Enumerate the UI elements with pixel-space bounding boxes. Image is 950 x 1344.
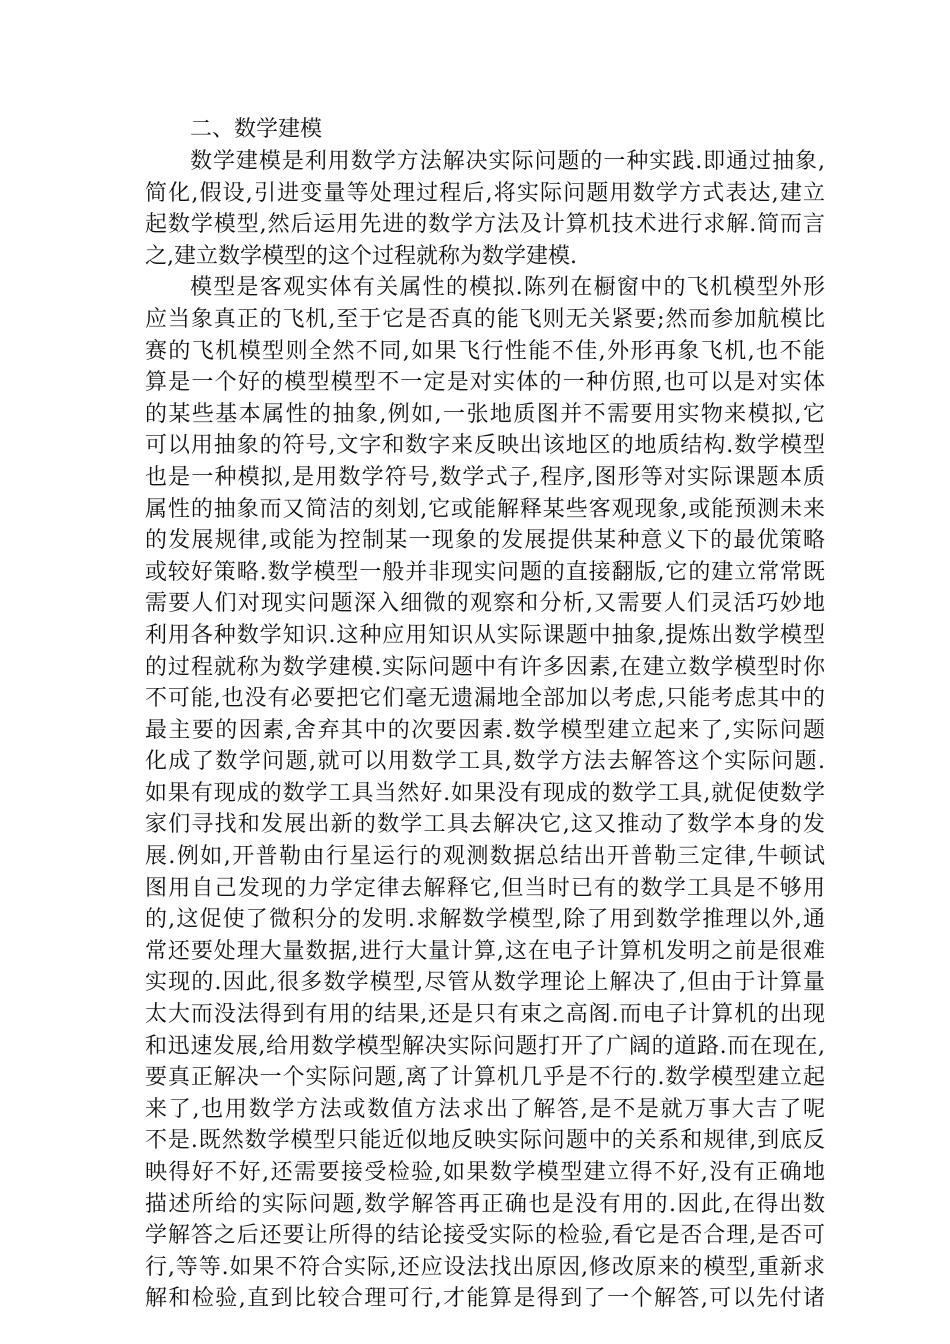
paragraph-line: 解和检验,直到比较合理可行,才能算是得到了一个解答,可以先付诸 [145, 1286, 825, 1312]
paragraph-line: 映得好不好,还需要接受检验,如果数学模型建立得不好,没有正确地 [145, 1160, 825, 1185]
paragraph-line: 之,建立数学模型的这个过程就称为数学建模. [145, 243, 577, 269]
paragraph-line: 常还要处理大量数据,进行大量计算,这在电子计算机发明之前是很难 [145, 938, 825, 964]
paragraph-line: 化成了数学问题,就可以用数学工具,数学方法去解答这个实际问题. [145, 749, 825, 775]
paragraph-line: 和迅速发展,给用数学模型解决实际问题打开了广阔的道路.而在现在, [145, 1033, 825, 1059]
paragraph-line: 应当象真正的飞机,至于它是否真的能飞则无关紧要;然而参加航模比 [145, 306, 825, 332]
paragraph-line: 如果有现成的数学工具当然好.如果没有现成的数学工具,就促使数学 [145, 780, 825, 806]
paragraph-line: 不是.既然数学模型只能近似地反映实际问题中的关系和规律,到底反 [145, 1128, 825, 1154]
paragraph-line: 属性的抽象而又简洁的刻划,它或能解释某些客观现象,或能预测未来 [145, 496, 825, 522]
paragraph-line: 需要人们对现实问题深入细微的观察和分析,又需要人们灵活巧妙地 [145, 591, 825, 617]
paragraph-line: 最主要的因素,舍弃其中的次要因素.数学模型建立起来了,实际问题 [145, 717, 825, 743]
paragraph-line: 的过程就称为数学建模.实际问题中有许多因素,在建立数学模型时你 [145, 654, 825, 680]
paragraph-line: 图用自己发现的力学定律去解释它,但当时已有的数学工具是不够用 [145, 875, 825, 901]
paragraph-line: 展.例如,开普勒由行星运行的观测数据总结出开普勒三定律,牛顿试 [145, 844, 825, 870]
paragraph-line: 实现的.因此,很多数学模型,尽管从数学理论上解决了,但由于计算量 [145, 970, 825, 996]
paragraph-line: 行,等等.如果不符合实际,还应设法找出原因,修改原来的模型,重新求 [145, 1254, 825, 1280]
paragraph-line: 简化,假设,引进变量等处理过程后,将实际问题用数学方式表达,建立 [145, 180, 825, 206]
paragraph-line: 利用各种数学知识.这种应用知识从实际课题中抽象,提炼出数学模型 [145, 622, 825, 648]
paragraph-line: 不可能,也没有必要把它们毫无遗漏地全部加以考虑,只能考虑其中的 [145, 686, 825, 712]
paragraph-line: 算是一个好的模型模型不一定是对实体的一种仿照,也可以是对实体 [145, 370, 825, 396]
paragraph-line: 来了,也用数学方法或数值方法求出了解答,是不是就万事大吉了呢 [145, 1096, 825, 1122]
paragraph-line: 的发展规律,或能为控制某一现象的发展提供某种意义下的最优策略 [145, 528, 825, 554]
section-heading: 二、数学建模 [190, 117, 323, 142]
paragraph-line: 也是一种模拟,是用数学符号,数学式子,程序,图形等对实际课题本质 [145, 464, 825, 490]
paragraph-definition [145, 146, 825, 272]
paragraph-line: 描述所给的实际问题,数学解答再正确也是没有用的.因此,在得出数 [145, 1191, 825, 1217]
paragraph-line: 要真正解决一个实际问题,离了计算机几乎是不行的.数学模型建立起 [145, 1065, 825, 1091]
paragraph-line: 学解答之后还要让所得的结论接受实际的检验,看它是否合理,是否可 [145, 1223, 825, 1249]
paragraph-line: 可以用抽象的符号,文字和数字来反映出该地区的地质结构.数学模型 [145, 433, 825, 459]
paragraph-line: 模型是客观实体有关属性的模拟.陈列在橱窗中的飞机模型外形 [190, 275, 825, 301]
paragraph-line: 赛的飞机模型则全然不同,如果飞行性能不佳,外形再象飞机,也不能 [145, 338, 825, 364]
paragraph-line: 家们寻找和发展出新的数学工具去解决它,这又推动了数学本身的发 [145, 812, 825, 838]
paragraph-line: 数学建模是利用数学方法解决实际问题的一种实践.即通过抽象, [190, 149, 825, 174]
document-page [145, 113, 825, 1315]
paragraph-line: 太大而没法得到有用的结果,还是只有束之高阁.而电子计算机的出现 [145, 1002, 825, 1028]
paragraph-line: 的某些基本属性的抽象,例如,一张地质图并不需要用实物来模拟,它 [145, 401, 825, 427]
paragraph-model [145, 272, 825, 1315]
paragraph-line: 或较好策略.数学模型一般并非现实问题的直接翻版,它的建立常常既 [145, 559, 825, 585]
paragraph-line: 起数学模型,然后运用先进的数学方法及计算机技术进行求解.简而言 [145, 212, 825, 238]
paragraph-line: 的,这促使了微积分的发明.求解数学模型,除了用到数学推理以外,通 [145, 907, 825, 933]
